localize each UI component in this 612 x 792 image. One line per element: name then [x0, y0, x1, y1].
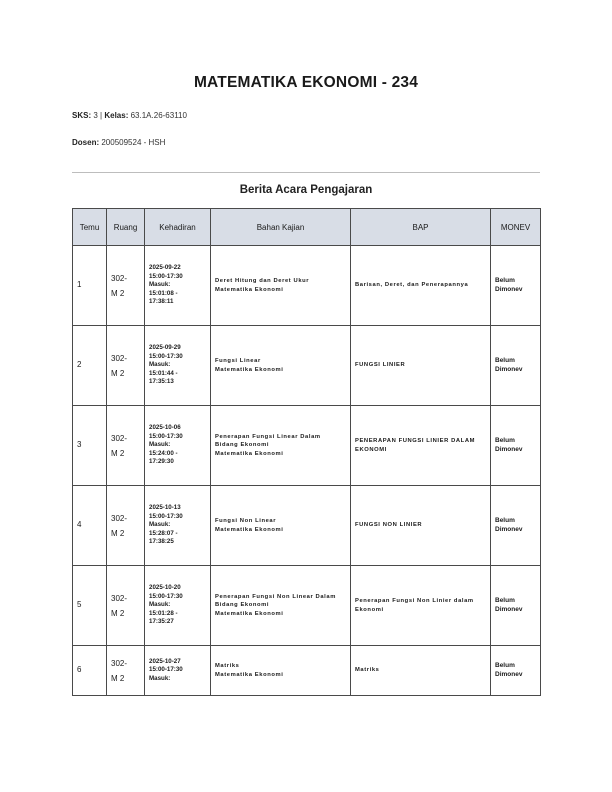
cell-monev-line: Dimonev [495, 525, 523, 533]
cell-temu: 6 [73, 646, 107, 696]
table-row [73, 406, 541, 486]
cell-kehadiran-line: 15:24:00 - [149, 449, 178, 457]
cell-ruang-line: 302- [111, 433, 128, 443]
meta-separator: | [100, 111, 103, 120]
cell-ruang-line: 302- [111, 353, 128, 363]
cell-bap [351, 246, 491, 326]
cell-ruang-line: M 2 [111, 448, 125, 458]
cell-bahan-kajian [211, 246, 351, 326]
cell-ruang [107, 406, 145, 486]
dosen-value: 200509524 - HSH [101, 138, 166, 147]
cell-bahan-kajian-line: Deret Hitung dan Deret Ukur [215, 277, 310, 284]
column-header-temu: Temu [73, 209, 107, 246]
table-row [73, 566, 541, 646]
cell-kehadiran-line: 17:35:27 [149, 618, 174, 626]
cell-bahan-kajian-line: Fungsi Non Linear [215, 517, 277, 524]
cell-temu: 1 [73, 246, 107, 326]
cell-bahan-kajian-line: Bidang Ekonomi [215, 442, 270, 449]
cell-kehadiran-line: 2025-10-06 [149, 424, 181, 432]
column-header-kehadiran: Kehadiran [145, 209, 211, 246]
cell-ruang [107, 646, 145, 696]
cell-kehadiran-line: Masuk: [149, 674, 171, 682]
cell-bap [351, 326, 491, 406]
cell-bahan-kajian-line: Matematika Ekonomi [215, 286, 284, 293]
cell-monev-line: Belum [495, 276, 515, 284]
cell-monev-line: Belum [495, 356, 515, 364]
cell-temu: 2 [73, 326, 107, 406]
cell-bahan-kajian-line: Fungsi Linear [215, 357, 261, 364]
cell-monev-line: Belum [495, 516, 515, 524]
cell-bahan-kajian-line: Matematika Ekonomi [215, 671, 284, 678]
cell-bap-line: FUNGSI NON LINIER [355, 522, 423, 529]
cell-monev [491, 566, 541, 646]
cell-monev [491, 326, 541, 406]
cell-kehadiran-line: 15:00-17:30 [149, 432, 183, 440]
cell-monev [491, 646, 541, 696]
cell-temu: 3 [73, 406, 107, 486]
cell-kehadiran [145, 406, 211, 486]
cell-kehadiran-line: 15:00-17:30 [149, 272, 183, 280]
cell-temu: 5 [73, 566, 107, 646]
cell-bahan-kajian-line: Matematika Ekonomi [215, 450, 284, 457]
cell-ruang [107, 486, 145, 566]
cell-bap [351, 406, 491, 486]
cell-kehadiran-line: 15:00-17:30 [149, 592, 183, 600]
cell-bahan-kajian-line: Bidang Ekonomi [215, 602, 270, 609]
dosen-label: Dosen: [72, 138, 100, 147]
cell-kehadiran [145, 326, 211, 406]
cell-bahan-kajian-line: Matriks [215, 662, 240, 669]
cell-bap-line: FUNGSI LINIER [355, 362, 406, 369]
cell-bap [351, 646, 491, 696]
cell-monev [491, 486, 541, 566]
cell-monev [491, 246, 541, 326]
cell-bahan-kajian [211, 486, 351, 566]
column-header-bap: BAP [351, 209, 491, 246]
teaching-report-table [72, 208, 541, 696]
cell-kehadiran [145, 246, 211, 326]
cell-bahan-kajian [211, 566, 351, 646]
cell-kehadiran [145, 566, 211, 646]
cell-ruang-line: 302- [111, 658, 128, 668]
cell-monev [491, 406, 541, 486]
cell-bahan-kajian-line: Penerapan Fungsi Linear Dalam [215, 433, 321, 440]
kelas-label: Kelas: [104, 111, 129, 120]
cell-ruang [107, 246, 145, 326]
cell-ruang-line: M 2 [111, 288, 125, 298]
cell-kehadiran-line: 17:38:25 [149, 538, 174, 546]
section-title: Berita Acara Pengajaran [239, 184, 373, 196]
cell-ruang-line: 302- [111, 513, 128, 523]
cell-kehadiran-line: Masuk: [149, 441, 171, 449]
table-row [73, 326, 541, 406]
cell-bahan-kajian [211, 326, 351, 406]
cell-kehadiran-line: 15:01:08 - [149, 289, 178, 297]
cell-kehadiran-line: 17:38:11 [149, 298, 174, 306]
cell-ruang-line: M 2 [111, 368, 125, 378]
cell-bap [351, 566, 491, 646]
table-header-row [73, 209, 541, 246]
cell-ruang-line: 302- [111, 593, 128, 603]
cell-ruang-line: 302- [111, 273, 128, 283]
cell-monev-line: Dimonev [495, 670, 523, 678]
course-meta [72, 111, 187, 120]
cell-ruang [107, 566, 145, 646]
cell-kehadiran-line: 2025-10-13 [149, 504, 181, 512]
cell-monev-line: Belum [495, 596, 515, 604]
column-header-bahan-kajian: Bahan Kajian [211, 209, 351, 246]
sks-value: 3 [93, 111, 98, 120]
cell-kehadiran-line: Masuk: [149, 281, 171, 289]
cell-ruang [107, 326, 145, 406]
cell-kehadiran [145, 486, 211, 566]
column-header-monev: MONEV [491, 209, 541, 246]
cell-ruang-line: M 2 [111, 528, 125, 538]
cell-kehadiran-line: 15:01:44 - [149, 369, 178, 377]
cell-ruang-line: M 2 [111, 673, 125, 683]
table-row [73, 246, 541, 326]
divider [72, 172, 540, 173]
cell-kehadiran-line: 15:28:07 - [149, 529, 178, 537]
cell-kehadiran-line: Masuk: [149, 361, 171, 369]
cell-kehadiran-line: 2025-09-29 [149, 344, 181, 352]
cell-kehadiran-line: Masuk: [149, 521, 171, 529]
cell-temu: 4 [73, 486, 107, 566]
column-header-ruang: Ruang [107, 209, 145, 246]
cell-monev-line: Belum [495, 661, 515, 669]
table-row [73, 646, 541, 696]
cell-bahan-kajian-line: Penerapan Fungsi Non Linear Dalam [215, 593, 336, 600]
cell-monev-line: Belum [495, 436, 515, 444]
cell-kehadiran-line: Masuk: [149, 601, 171, 609]
cell-monev-line: Dimonev [495, 365, 523, 373]
cell-kehadiran-line: 15:01:28 - [149, 609, 178, 617]
cell-kehadiran-line: 17:35:13 [149, 378, 174, 386]
cell-bap-line: Ekonomi [355, 606, 384, 613]
cell-bap-line: EKONOMI [355, 446, 387, 453]
course-title: MATEMATIKA EKONOMI - 234 [193, 74, 419, 91]
cell-monev-line: Dimonev [495, 605, 523, 613]
table-row [73, 486, 541, 566]
kelas-value: 63.1A.26-63110 [130, 111, 187, 120]
cell-bap-line: Barisan, Deret, dan Penerapannya [355, 282, 469, 289]
cell-bap-line: Matriks [355, 667, 380, 674]
cell-bahan-kajian [211, 406, 351, 486]
cell-kehadiran-line: 15:00-17:30 [149, 352, 183, 360]
cell-kehadiran [145, 646, 211, 696]
cell-kehadiran-line: 2025-09-22 [149, 264, 181, 272]
cell-kehadiran-line: 15:00-17:30 [149, 666, 183, 674]
cell-kehadiran-line: 2025-10-20 [149, 584, 181, 592]
cell-kehadiran-line: 17:29:30 [149, 458, 174, 466]
cell-bap-line: PENERAPAN FUNGSI LINIER DALAM [355, 437, 476, 444]
cell-kehadiran-line: 15:00-17:30 [149, 512, 183, 520]
cell-bahan-kajian-line: Matematika Ekonomi [215, 610, 284, 617]
cell-bahan-kajian [211, 646, 351, 696]
cell-ruang-line: M 2 [111, 608, 125, 618]
cell-monev-line: Dimonev [495, 445, 523, 453]
cell-monev-line: Dimonev [495, 285, 523, 293]
cell-bap [351, 486, 491, 566]
cell-kehadiran-line: 2025-10-27 [149, 657, 181, 665]
cell-bap-line: Penerapan Fungsi Non Linier dalam [355, 597, 474, 604]
cell-bahan-kajian-line: Matematika Ekonomi [215, 366, 284, 373]
cell-bahan-kajian-line: Matematika Ekonomi [215, 526, 284, 533]
lecturer-meta [72, 138, 165, 147]
table-body [73, 246, 541, 696]
sks-label: SKS: [72, 111, 92, 120]
